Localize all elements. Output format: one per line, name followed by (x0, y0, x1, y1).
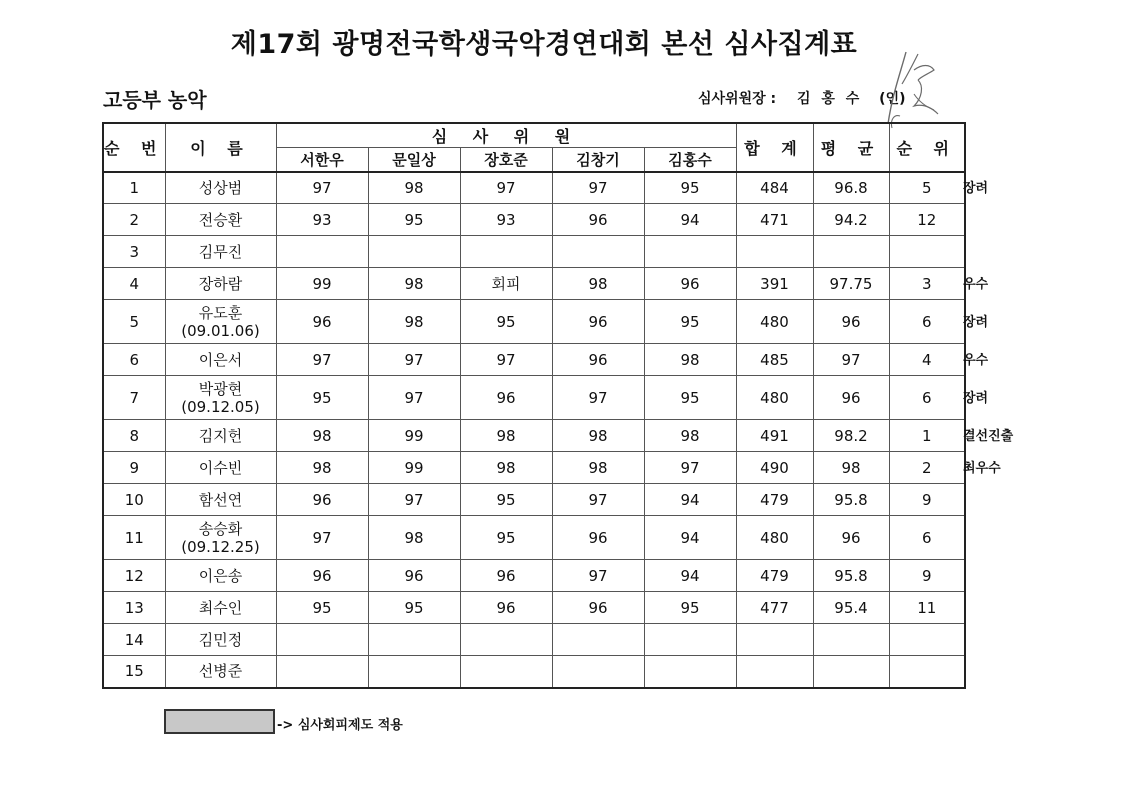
judge-score: 94 (644, 484, 736, 516)
header-total: 합 계 (736, 123, 813, 172)
total-score: 479 (736, 560, 813, 592)
total-score (736, 236, 813, 268)
table-row (103, 624, 965, 656)
table-row (103, 560, 965, 592)
award-label: 최우수 (963, 461, 1001, 476)
chair-seal: (인) (879, 91, 906, 107)
judge-score (644, 656, 736, 688)
judge-score: 96 (276, 300, 368, 344)
header-judge-4: 김창기 (552, 148, 644, 172)
award-label: 장려 (963, 391, 989, 406)
rank-value (889, 624, 965, 656)
judge-score: 98 (368, 300, 460, 344)
contestant-name: 선병준 (198, 662, 243, 681)
total-score: 484 (736, 172, 813, 204)
header-average: 평 균 (813, 123, 889, 172)
judge-score (552, 624, 644, 656)
judge-score: 96 (552, 516, 644, 560)
judge-score: 97 (368, 484, 460, 516)
judge-score: 97 (276, 172, 368, 204)
judge-score (644, 624, 736, 656)
judge-score: 95 (368, 592, 460, 624)
contestant-name-cell (165, 656, 276, 688)
judge-score: 97 (552, 560, 644, 592)
row-number: 6 (103, 344, 165, 376)
judge-score: 97 (276, 344, 368, 376)
judge-score (460, 656, 552, 688)
contestant-name: 함선연 (198, 490, 243, 509)
average-score: 98.2 (813, 420, 889, 452)
judge-score: 98 (552, 268, 644, 300)
contestant-name: 이수빈 (198, 458, 243, 477)
judge-score (552, 656, 644, 688)
header-judge-3: 장호준 (460, 148, 552, 172)
contestant-name-cell (165, 376, 276, 420)
table-row (103, 344, 965, 376)
judge-score (276, 236, 368, 268)
judge-score: 95 (276, 376, 368, 420)
row-number: 8 (103, 420, 165, 452)
judge-score: 97 (368, 376, 460, 420)
table-row (103, 204, 965, 236)
judge-score: 95 (368, 204, 460, 236)
table-row (103, 452, 965, 484)
judge-score: 98 (460, 420, 552, 452)
total-score: 480 (736, 516, 813, 560)
total-score (736, 624, 813, 656)
average-score: 98 (813, 452, 889, 484)
division-label: 고등부 농악 (103, 88, 207, 112)
contestant-name-cell (165, 268, 276, 300)
contestant-birthdate: (09.12.05) (181, 397, 260, 416)
handwritten-signature (878, 44, 948, 134)
rank-value: 6 (889, 376, 965, 420)
award-label: 장려 (963, 181, 989, 196)
contestant-name: 최수인 (198, 598, 243, 617)
judge-score: 98 (552, 452, 644, 484)
contestant-name-cell (165, 236, 276, 268)
total-score: 485 (736, 344, 813, 376)
judge-score: 97 (276, 516, 368, 560)
table-row (103, 656, 965, 688)
total-score: 471 (736, 204, 813, 236)
judge-score: 99 (276, 268, 368, 300)
judge-score: 96 (552, 344, 644, 376)
rank-value (889, 656, 965, 688)
table-row (103, 420, 965, 452)
judge-score: 95 (276, 592, 368, 624)
contestant-name-cell (165, 624, 276, 656)
contestant-name: 이은서 (198, 350, 243, 369)
judge-score (368, 656, 460, 688)
row-number: 15 (103, 656, 165, 688)
row-number: 7 (103, 376, 165, 420)
judge-score: 96 (276, 560, 368, 592)
rank-value: 5 (889, 172, 965, 204)
header-judge-2: 문일상 (368, 148, 460, 172)
contestant-name-cell (165, 172, 276, 204)
legend-swatch (164, 709, 275, 734)
judge-score: 95 (644, 172, 736, 204)
contestant-name-cell (165, 344, 276, 376)
row-number: 4 (103, 268, 165, 300)
legend-text: -> 심사회피제도 적용 (277, 718, 403, 733)
table-row (103, 268, 965, 300)
rank-value: 3 (889, 268, 965, 300)
judge-score: 96 (460, 592, 552, 624)
total-score: 477 (736, 592, 813, 624)
judge-score: 99 (368, 420, 460, 452)
contestant-name-cell (165, 420, 276, 452)
judge-score (368, 624, 460, 656)
judge-score: 96 (552, 300, 644, 344)
contestant-name: 박광현 (198, 379, 243, 398)
judge-score: 97 (552, 484, 644, 516)
judge-score (552, 236, 644, 268)
judge-score (460, 236, 552, 268)
table-row (103, 484, 965, 516)
row-number: 10 (103, 484, 165, 516)
judge-score: 95 (644, 376, 736, 420)
score-table (102, 122, 966, 689)
contestant-name-cell (165, 592, 276, 624)
judge-score: 94 (644, 516, 736, 560)
total-score: 491 (736, 420, 813, 452)
row-number: 13 (103, 592, 165, 624)
judge-score: 95 (644, 592, 736, 624)
row-number: 11 (103, 516, 165, 560)
award-label: 장려 (963, 315, 989, 330)
judge-score (460, 624, 552, 656)
judge-score: 98 (368, 516, 460, 560)
contestant-birthdate: (09.01.06) (181, 321, 260, 340)
row-number: 14 (103, 624, 165, 656)
contestant-name: 김무진 (198, 242, 243, 261)
rank-value: 9 (889, 484, 965, 516)
judge-score: 98 (460, 452, 552, 484)
average-score: 96 (813, 300, 889, 344)
rank-value: 4 (889, 344, 965, 376)
row-number: 1 (103, 172, 165, 204)
contestant-name: 김지헌 (198, 426, 243, 445)
judge-score: 98 (368, 268, 460, 300)
table-row (103, 592, 965, 624)
header-judges: 심 사 위 원 (276, 123, 736, 148)
row-number: 9 (103, 452, 165, 484)
award-label: 우수 (963, 353, 989, 368)
rank-value: 1 (889, 420, 965, 452)
judge-score: 93 (276, 204, 368, 236)
award-label: 우수 (963, 277, 989, 292)
contestant-name-cell (165, 516, 276, 560)
table-row (103, 516, 965, 560)
chair-label: 심사위원장 : (698, 91, 777, 107)
judge-score: 97 (644, 452, 736, 484)
contestant-name: 김민정 (198, 630, 243, 649)
row-number: 3 (103, 236, 165, 268)
judge-score: 97 (460, 344, 552, 376)
rank-value (889, 236, 965, 268)
judge-score: 97 (368, 344, 460, 376)
table-row (103, 172, 965, 204)
rank-value: 11 (889, 592, 965, 624)
chair-name: 김 홍 수 (796, 91, 863, 107)
row-number: 12 (103, 560, 165, 592)
chair-line (698, 88, 906, 108)
row-number: 2 (103, 204, 165, 236)
table-row (103, 236, 965, 268)
average-score: 96 (813, 376, 889, 420)
judge-score (276, 624, 368, 656)
rank-value: 12 (889, 204, 965, 236)
judge-score: 99 (368, 452, 460, 484)
contestant-name: 송승화 (198, 519, 243, 538)
award-label: 결선진출 (963, 429, 1014, 444)
contestant-name-cell (165, 560, 276, 592)
average-score (813, 236, 889, 268)
judge-score: 95 (460, 484, 552, 516)
table-row (103, 300, 965, 344)
header-rank: 순 위 (889, 123, 965, 172)
total-score: 480 (736, 376, 813, 420)
judge-score: 97 (552, 376, 644, 420)
judge-score: 93 (460, 204, 552, 236)
header-order: 순 번 (103, 123, 165, 172)
judge-score: 98 (368, 172, 460, 204)
judge-score: 98 (644, 344, 736, 376)
rank-value: 6 (889, 300, 965, 344)
contestant-name-cell (165, 484, 276, 516)
total-score: 490 (736, 452, 813, 484)
judge-score: 94 (644, 560, 736, 592)
average-score: 95.8 (813, 560, 889, 592)
judge-score (644, 236, 736, 268)
contestant-name-cell (165, 300, 276, 344)
page-title: 제17회 광명전국학생국악경연대회 본선 심사집계표 (230, 29, 858, 60)
judge-score: 98 (644, 420, 736, 452)
contestant-name: 전승환 (198, 210, 243, 229)
average-score: 97.75 (813, 268, 889, 300)
judge-score: 95 (460, 516, 552, 560)
contestant-name: 이은송 (198, 566, 243, 585)
contestant-name: 유도훈 (198, 303, 243, 322)
rank-value: 2 (889, 452, 965, 484)
judge-score: 96 (552, 204, 644, 236)
total-score: 480 (736, 300, 813, 344)
judge-score: 95 (460, 300, 552, 344)
contestant-name-cell (165, 452, 276, 484)
header-judge-1: 서한우 (276, 148, 368, 172)
average-score: 96.8 (813, 172, 889, 204)
judge-score: 97 (460, 172, 552, 204)
average-score (813, 624, 889, 656)
average-score: 97 (813, 344, 889, 376)
average-score (813, 656, 889, 688)
contestant-name: 장하람 (198, 274, 243, 293)
table-row (103, 376, 965, 420)
judge-score: 96 (368, 560, 460, 592)
contestant-name-cell (165, 204, 276, 236)
average-score: 94.2 (813, 204, 889, 236)
total-score: 479 (736, 484, 813, 516)
header-judge-5: 김홍수 (644, 148, 736, 172)
judge-score: 94 (644, 204, 736, 236)
judge-score: 96 (552, 592, 644, 624)
contestant-birthdate: (09.12.25) (181, 537, 260, 556)
judge-score: 95 (644, 300, 736, 344)
judge-score: 98 (276, 420, 368, 452)
judge-score (368, 236, 460, 268)
average-score: 96 (813, 516, 889, 560)
judge-score: 98 (552, 420, 644, 452)
judge-score: 96 (460, 376, 552, 420)
judge-score: 회피 (460, 268, 552, 300)
judge-score: 97 (552, 172, 644, 204)
row-number: 5 (103, 300, 165, 344)
total-score: 391 (736, 268, 813, 300)
average-score: 95.4 (813, 592, 889, 624)
rank-value: 6 (889, 516, 965, 560)
rank-value: 9 (889, 560, 965, 592)
judge-score: 96 (644, 268, 736, 300)
header-name: 이 름 (165, 123, 276, 172)
judge-score (276, 656, 368, 688)
average-score: 95.8 (813, 484, 889, 516)
total-score (736, 656, 813, 688)
judge-score: 98 (276, 452, 368, 484)
judge-score: 96 (460, 560, 552, 592)
judge-score: 96 (276, 484, 368, 516)
contestant-name: 성상범 (198, 178, 243, 197)
